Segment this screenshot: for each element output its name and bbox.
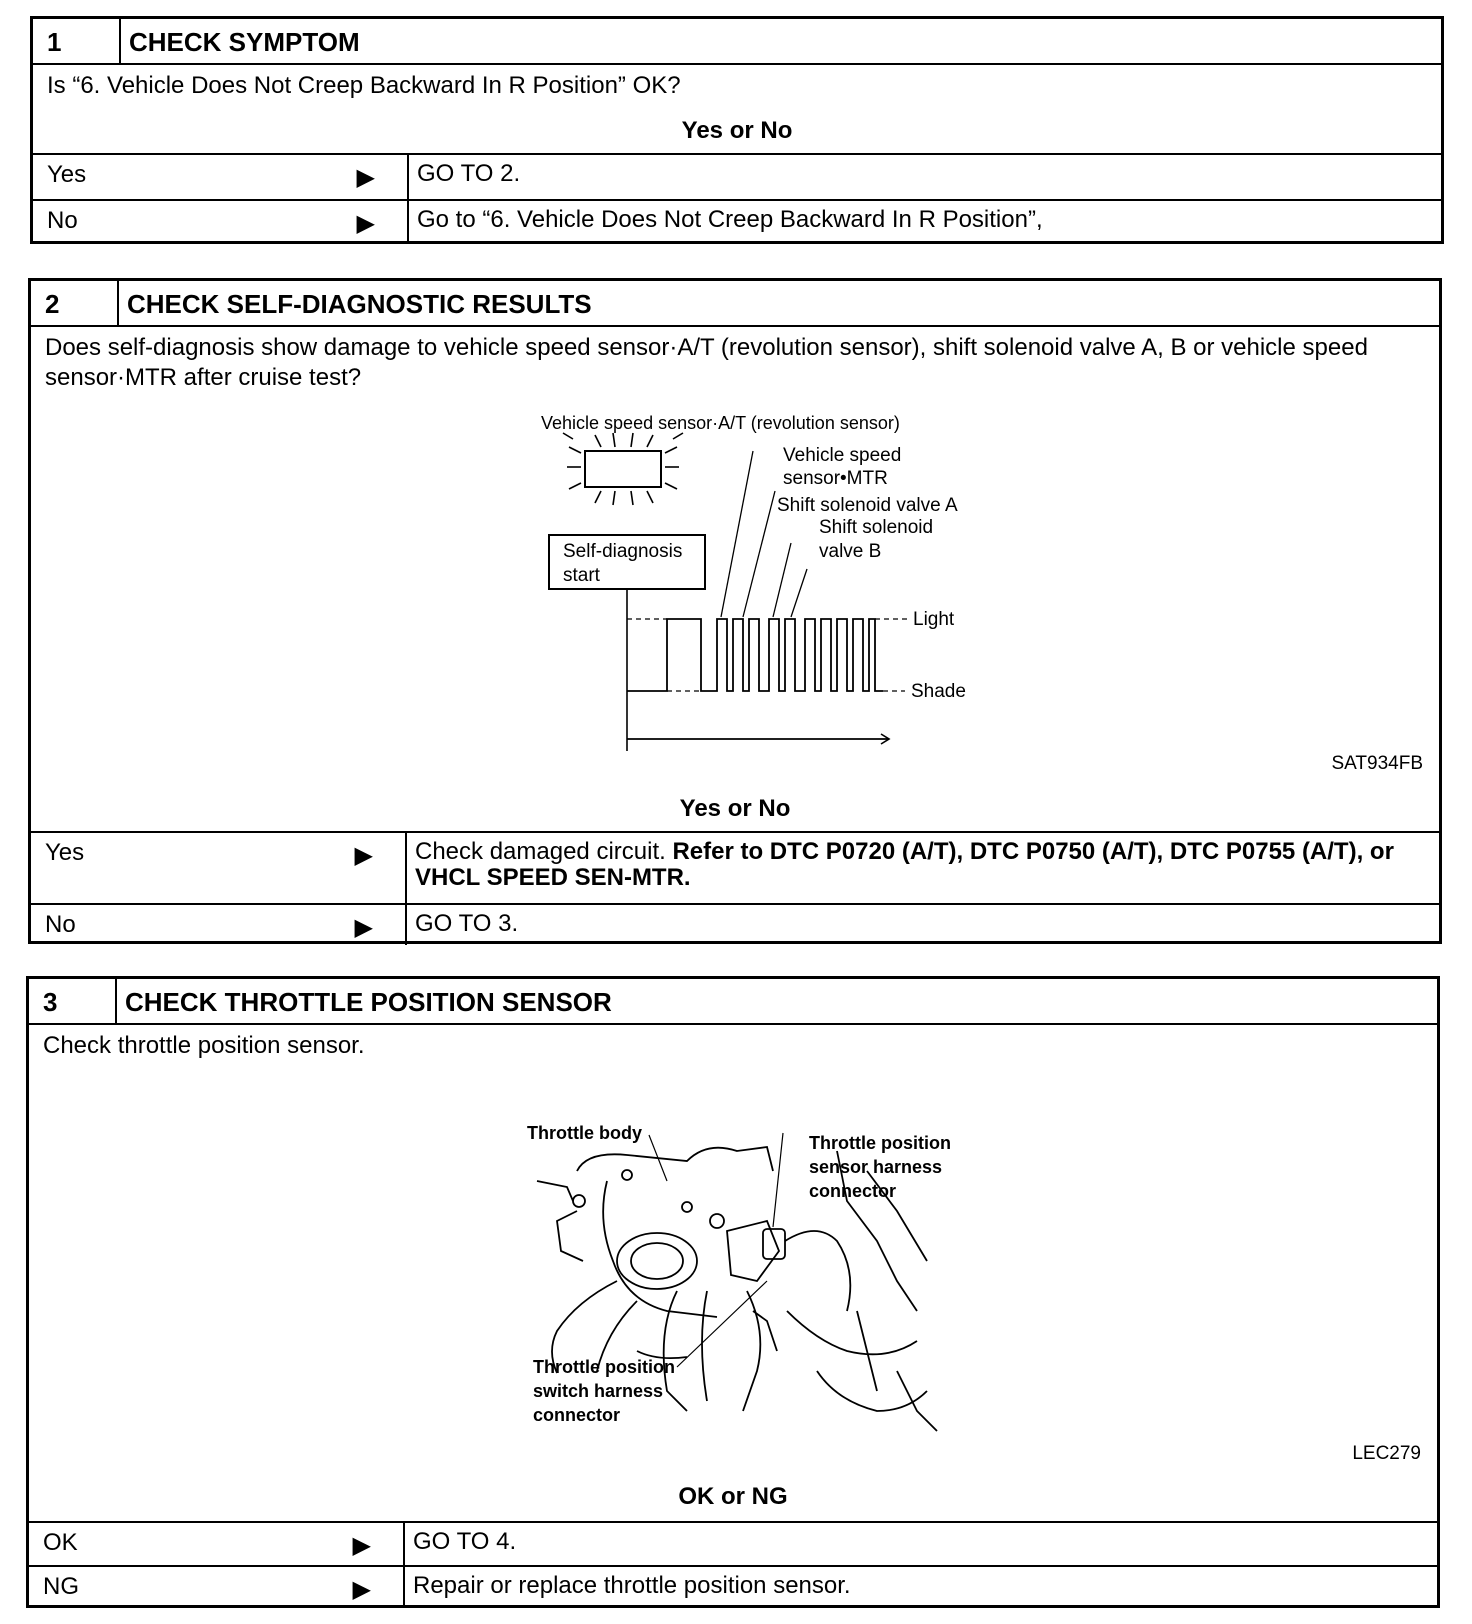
label-tps-1: Throttle position bbox=[809, 1133, 951, 1153]
label-ssv-b-1: Shift solenoid bbox=[819, 517, 934, 538]
result-label-text: Yes bbox=[47, 161, 87, 188]
result-row-no bbox=[31, 903, 1439, 945]
label-tps-2: sensor harness bbox=[809, 1157, 943, 1177]
result-label bbox=[31, 833, 407, 903]
label-switch-3: connector bbox=[533, 1405, 621, 1425]
pulse-waveform bbox=[627, 619, 883, 691]
result-row-ng bbox=[29, 1565, 1437, 1607]
result-row-yes bbox=[31, 833, 1439, 903]
throttle-body-illustration bbox=[517, 1111, 977, 1441]
label-switch-1: Throttle position bbox=[533, 1357, 675, 1377]
result-label-text: No bbox=[45, 911, 76, 938]
label-vss-mtr-2: sensor•MTR bbox=[783, 468, 888, 489]
step-question: Does self-diagnosis show damage to vehicle speed sensor·A/T (revolution sensor), shift solenoid valve A, B or vehicle speed sensor·MTR after cruise test? bbox=[45, 334, 1368, 391]
result-label-text: OK bbox=[43, 1529, 78, 1556]
label-vss-at: Vehicle speed sensor·A/T (revolution sensor) bbox=[541, 413, 900, 433]
step-number: 3 bbox=[29, 979, 117, 1023]
right-arrow-icon: ▶ bbox=[352, 1576, 371, 1603]
result-text: Go to “6. Vehicle Does Not Creep Backward In R Position”, bbox=[417, 206, 1043, 233]
step-1-box bbox=[30, 16, 1444, 244]
label-throttle-body: Throttle body bbox=[527, 1123, 642, 1143]
step-number: 2 bbox=[31, 281, 119, 325]
step-question: Is “6. Vehicle Does Not Creep Backward In R Position” OK? bbox=[47, 72, 681, 99]
self-diagnosis-timing-diagram bbox=[521, 411, 1081, 751]
result-label-text: NG bbox=[43, 1573, 79, 1600]
right-arrow-icon: ▶ bbox=[352, 1532, 371, 1559]
result-text-plain: Check damaged circuit. bbox=[415, 838, 673, 865]
step-3-box bbox=[26, 976, 1440, 1608]
start-label-1: Self-diagnosis bbox=[563, 541, 683, 562]
decision-label: Yes or No bbox=[679, 795, 791, 822]
result-text: GO TO 3. bbox=[415, 910, 519, 937]
result-text-refer: Refer to DTC P0720 (A/T), DTC P0750 (A/T), DTC P0755 (A/T), or VHCL SPEED SEN-MTR. bbox=[415, 838, 1394, 891]
start-label-2: start bbox=[563, 565, 600, 586]
result-label bbox=[33, 155, 409, 199]
result-label-text: No bbox=[47, 207, 78, 234]
right-arrow-icon: ▶ bbox=[356, 164, 375, 191]
step-3-body bbox=[29, 1025, 1437, 1523]
step-2-body bbox=[31, 327, 1439, 833]
decision-label: Yes or No bbox=[681, 117, 793, 144]
label-ssv-a: Shift solenoid valve A bbox=[777, 495, 958, 516]
result-text: GO TO 4. bbox=[413, 1528, 517, 1555]
step-2-header bbox=[31, 281, 1439, 327]
result-text: Repair or replace throttle position sensor. bbox=[413, 1572, 851, 1599]
result-row-yes bbox=[33, 155, 1441, 199]
right-arrow-icon: ▶ bbox=[354, 914, 373, 941]
result-label bbox=[29, 1567, 405, 1607]
result-label bbox=[29, 1523, 405, 1565]
step-title: CHECK SYMPTOM bbox=[129, 27, 360, 57]
step-2-box bbox=[28, 278, 1442, 944]
label-vss-mtr-1: Vehicle speed bbox=[783, 445, 902, 466]
step-title: CHECK THROTTLE POSITION SENSOR bbox=[125, 987, 612, 1017]
label-switch-2: switch harness bbox=[533, 1381, 664, 1401]
result-text bbox=[407, 833, 1439, 903]
step-1-body bbox=[33, 65, 1441, 155]
figure-code: SAT934FB bbox=[1331, 753, 1423, 774]
result-row-no bbox=[33, 199, 1441, 243]
label-light: Light bbox=[913, 609, 955, 630]
step-1-header bbox=[33, 19, 1441, 65]
result-label bbox=[33, 201, 409, 243]
result-text: GO TO 2. bbox=[417, 160, 521, 187]
figure-code: LEC279 bbox=[1352, 1443, 1421, 1464]
step-question: Check throttle position sensor. bbox=[43, 1032, 365, 1059]
result-label-text: Yes bbox=[45, 839, 85, 866]
decision-label: OK or NG bbox=[678, 1483, 788, 1510]
right-arrow-icon: ▶ bbox=[354, 842, 373, 869]
label-tps-3: connector bbox=[809, 1181, 897, 1201]
step-number: 1 bbox=[33, 19, 121, 63]
step-3-header bbox=[29, 979, 1437, 1025]
right-arrow-icon: ▶ bbox=[356, 210, 375, 237]
warning-lamp-icon bbox=[563, 433, 683, 505]
result-row-ok bbox=[29, 1523, 1437, 1565]
label-ssv-b-2: valve B bbox=[819, 541, 882, 562]
result-label bbox=[31, 905, 407, 945]
label-shade: Shade bbox=[911, 681, 966, 702]
step-title: CHECK SELF-DIAGNOSTIC RESULTS bbox=[127, 289, 592, 319]
